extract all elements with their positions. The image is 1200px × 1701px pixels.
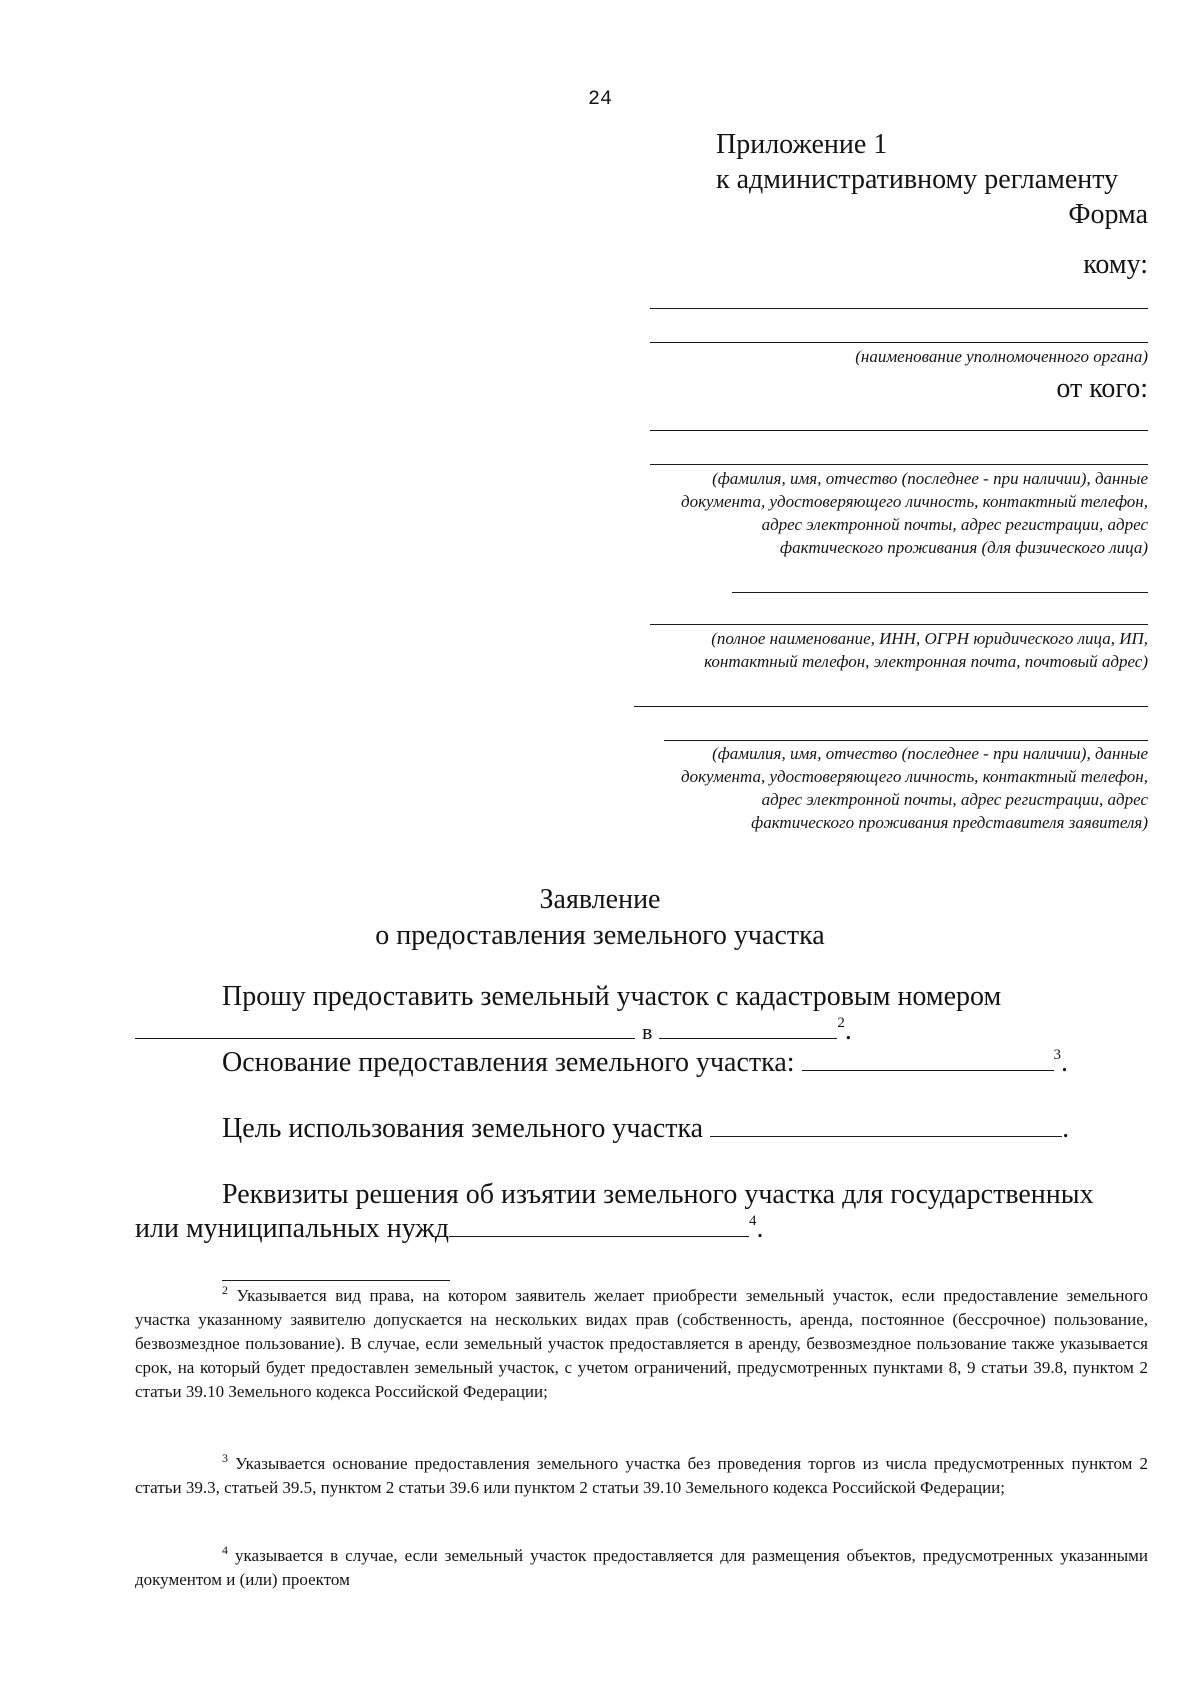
rep-caption xyxy=(681,742,1148,834)
from-field-line-1[interactable] xyxy=(650,430,1148,431)
legal-field-line-1[interactable] xyxy=(732,592,1148,593)
requisites-field[interactable] xyxy=(449,1214,749,1237)
request-text: Прошу предоставить земельный участок с кадастровым номером xyxy=(222,981,1002,1012)
basis-field[interactable] xyxy=(802,1048,1054,1071)
to-field-line-1[interactable] xyxy=(650,308,1148,309)
rep-caption-line: документа, удостоверяющего личность, контактный телефон, xyxy=(680,767,1148,786)
purpose-field[interactable] xyxy=(710,1114,1062,1137)
legal-caption-line: (полное наименование, ИНН, ОГРН юридического лица, ИП, xyxy=(711,629,1148,648)
cadastral-line xyxy=(135,1014,852,1049)
person-caption-line: фактического проживания (для физического лица) xyxy=(780,538,1148,557)
right-type-field[interactable] xyxy=(659,1016,837,1039)
legal-field-line-2[interactable] xyxy=(650,624,1148,625)
cadastral-number-field[interactable] xyxy=(135,1016,635,1039)
period: . xyxy=(844,1015,852,1046)
person-caption-line: адрес электронной почты, адрес регистрации, адрес xyxy=(761,515,1148,534)
purpose-label: Цель использования земельного участка xyxy=(222,1113,704,1144)
basis-line xyxy=(222,1046,1068,1080)
appendix-subtitle: к административному регламенту xyxy=(716,164,1119,195)
footnote-4 xyxy=(135,1544,1148,1592)
legal-caption-line: контактный телефон, электронная почта, почтовый адрес) xyxy=(704,652,1148,671)
rep-caption-line: фактического проживания представителя заявителя) xyxy=(751,813,1148,832)
purpose-line xyxy=(222,1112,1069,1146)
footnote-2-text: Указывается вид права, на котором заявитель желает приобрести земельный участок, если предоставление земельного участка указанному заявителю допускается на нескольких видах прав (собственность, аренда, постоянное (бессрочное) пользование, безвозмездное пользование). В случае, если земельный участок предоставляется в аренду, безвозмездное пользование также указывается срок, на который будет предоставлен земельный участок, с учетом ограничений, предусмотренных пунктами 8, 9 статьи 39.8, пунктом 2 статьи 39.10 Земельного кодекса Российской Федерации; xyxy=(135,1286,1149,1401)
to-label: кому: xyxy=(1083,249,1148,280)
person-caption-line: документа, удостоверяющего личность, контактный телефон, xyxy=(680,492,1148,511)
footnote-2-mark: 2 xyxy=(222,1283,228,1297)
appendix-title: Приложение 1 xyxy=(716,129,888,160)
basis-label: Основание предоставления земельного участка: xyxy=(222,1047,795,1078)
from-field-line-2[interactable] xyxy=(650,464,1148,465)
person-caption-line: (фамилия, имя, отчество (последнее - при наличии), данные xyxy=(712,469,1148,488)
footnote-4-text: указывается в случае, если земельный участок предоставляется для размещения объектов, предусмотренных указанными документом и (или) проектом xyxy=(135,1546,1149,1589)
period: . xyxy=(1062,1113,1070,1144)
statement-title: Заявление xyxy=(539,884,661,915)
form-label: Форма xyxy=(1068,199,1148,230)
to-caption: (наименование уполномоченного органа) xyxy=(855,347,1148,366)
page-number: 24 xyxy=(587,88,612,111)
rep-caption-line: (фамилия, имя, отчество (последнее - при наличии), данные xyxy=(712,744,1148,763)
footnote-3-text: Указывается основание предоставления земельного участка без проведения торгов из числа предусмотренных пунктом 2 статьи 39.3, статьей 39.5, пунктом 2 статьи 39.6 или пунктом 2 статьи 39.10 Земельного кодекса Российской Федерации; xyxy=(135,1454,1148,1497)
requisites-label: или муниципальных нужд xyxy=(135,1213,450,1244)
footnote-2 xyxy=(135,1284,1148,1404)
rep-caption-line: адрес электронной почты, адрес регистрации, адрес xyxy=(761,790,1148,809)
in-word: в xyxy=(642,1019,653,1044)
statement-subtitle: о предоставления земельного участка xyxy=(375,920,825,951)
footnote-3 xyxy=(135,1452,1148,1500)
requisites-line-2 xyxy=(135,1212,764,1246)
footnote-3-ref: 3 xyxy=(1053,1047,1062,1063)
legal-caption xyxy=(704,627,1148,673)
from-label: от кого: xyxy=(1056,373,1148,404)
to-field-line-2[interactable] xyxy=(650,342,1148,343)
footnote-4-ref: 4 xyxy=(749,1213,757,1229)
requisites-line-1: Реквизиты решения об изъятии земельного участка для государственных xyxy=(222,1179,1094,1210)
rep-field-line-2[interactable] xyxy=(664,740,1148,741)
person-caption xyxy=(681,467,1148,559)
period: . xyxy=(756,1213,764,1244)
period: . xyxy=(1061,1047,1069,1078)
footnote-4-mark: 4 xyxy=(222,1543,228,1557)
rep-field-line-1[interactable] xyxy=(634,706,1148,707)
footnote-separator xyxy=(222,1280,450,1281)
footnote-2-ref: 2 xyxy=(837,1015,845,1031)
footnote-3-mark: 3 xyxy=(222,1451,228,1465)
